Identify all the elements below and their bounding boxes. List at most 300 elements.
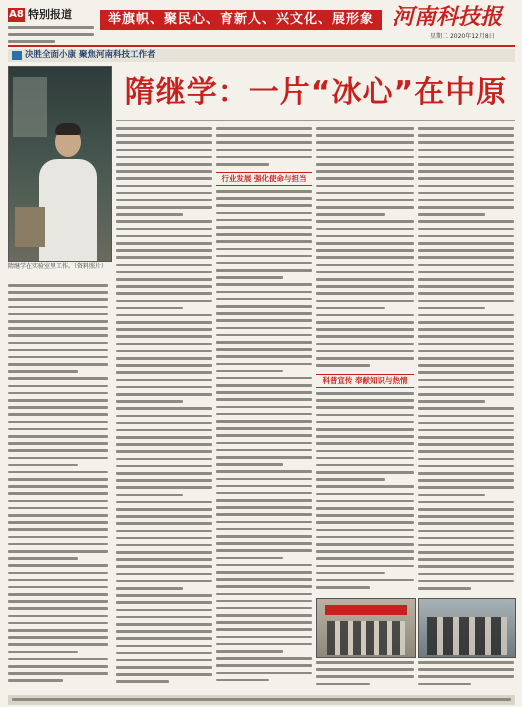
text-line — [316, 543, 414, 546]
text-line — [316, 199, 414, 202]
text-line — [116, 264, 212, 267]
text-line — [316, 357, 414, 360]
text-line — [116, 422, 212, 425]
text-line — [216, 578, 312, 581]
text-line — [216, 226, 312, 229]
text-line — [116, 134, 212, 137]
text-line — [418, 292, 514, 295]
text-line — [8, 33, 94, 36]
text-line — [418, 170, 514, 173]
text-line — [316, 500, 414, 503]
body-column-3-top — [316, 127, 414, 371]
text-line — [8, 607, 108, 610]
text-line — [8, 435, 108, 438]
text-line — [116, 192, 212, 195]
visit-photo — [418, 598, 516, 658]
text-line — [116, 436, 212, 439]
body-column-3 — [316, 392, 414, 593]
body-column-1 — [116, 127, 212, 688]
text-line — [216, 334, 312, 337]
portrait-caption: 隋继学在实验室里工作。（资料照片） — [8, 263, 108, 270]
text-line — [316, 285, 414, 288]
text-line — [116, 141, 212, 144]
text-line — [418, 228, 514, 231]
text-line — [418, 558, 514, 561]
text-line — [316, 536, 414, 539]
photo-equipment — [13, 77, 47, 137]
text-line — [216, 240, 312, 243]
text-line — [116, 206, 212, 209]
text-line — [316, 485, 414, 488]
text-line — [116, 537, 212, 540]
text-line — [418, 551, 514, 554]
text-line — [216, 492, 312, 495]
text-line — [216, 156, 312, 159]
text-line — [8, 672, 108, 675]
text-line — [216, 506, 312, 509]
text-line — [418, 415, 514, 418]
text-line — [418, 335, 514, 338]
text-line — [216, 305, 312, 308]
photo-body — [39, 159, 97, 261]
text-line — [8, 377, 108, 380]
text-line — [116, 594, 212, 597]
text-line — [216, 470, 312, 473]
text-line — [8, 342, 108, 345]
bio-text — [8, 284, 108, 687]
text-line — [418, 386, 514, 389]
text-line — [316, 242, 414, 245]
text-line — [116, 163, 212, 166]
text-line — [316, 264, 414, 267]
text-line — [418, 661, 514, 664]
text-line — [418, 199, 514, 202]
text-line — [418, 364, 514, 367]
text-line — [316, 572, 385, 575]
text-line — [8, 40, 55, 43]
text-line — [8, 399, 108, 402]
text-line — [418, 350, 514, 353]
text-line — [8, 572, 108, 575]
text-line — [418, 472, 514, 475]
text-line — [418, 458, 514, 461]
footer-text — [12, 698, 511, 705]
text-line — [8, 464, 78, 467]
text-line — [116, 645, 212, 648]
text-line — [8, 370, 78, 373]
text-line — [116, 565, 212, 568]
text-line — [216, 255, 312, 258]
text-line — [418, 206, 514, 209]
text-line — [116, 544, 212, 547]
text-line — [418, 436, 514, 439]
text-line — [116, 450, 212, 453]
text-line — [316, 141, 414, 144]
text-line — [216, 248, 312, 251]
text-line — [418, 300, 514, 303]
text-line — [216, 664, 312, 667]
text-line — [418, 515, 514, 518]
text-line — [316, 661, 414, 664]
text-line — [418, 508, 514, 511]
text-line — [418, 156, 514, 159]
text-line — [216, 549, 312, 552]
text-line — [216, 312, 312, 315]
date: 2020年12月8日 — [449, 33, 495, 40]
text-line — [216, 621, 312, 624]
text-line — [316, 134, 414, 137]
text-line — [216, 521, 312, 524]
text-line — [418, 256, 514, 259]
text-line — [116, 515, 212, 518]
text-line — [216, 585, 312, 588]
text-line — [116, 292, 212, 295]
text-line — [8, 636, 108, 639]
text-line — [316, 675, 414, 678]
text-line — [316, 457, 414, 460]
text-line — [116, 149, 212, 152]
text-line — [8, 679, 63, 682]
photo-red-banner — [325, 605, 407, 615]
text-line — [8, 500, 108, 503]
header-rule — [8, 45, 515, 47]
text-line — [116, 127, 212, 130]
text-line — [418, 357, 514, 360]
text-line — [8, 327, 108, 330]
text-line — [116, 256, 212, 259]
text-line — [116, 185, 212, 188]
portrait-photo — [8, 66, 112, 262]
text-line — [116, 400, 183, 403]
text-line — [216, 204, 312, 207]
text-line — [216, 636, 312, 639]
text-line — [316, 493, 414, 496]
page-number-badge: A8 — [9, 9, 24, 20]
text-line — [216, 434, 312, 437]
text-line — [316, 271, 414, 274]
text-line — [216, 607, 312, 610]
body-column-2-top — [216, 127, 312, 170]
text-line — [116, 458, 212, 461]
text-line — [116, 271, 212, 274]
text-line — [418, 314, 514, 317]
text-line — [316, 668, 414, 671]
text-line — [316, 127, 414, 130]
text-line — [8, 536, 108, 539]
text-line — [216, 650, 283, 653]
photo-object — [15, 207, 45, 247]
text-line — [316, 683, 370, 686]
text-line — [216, 485, 312, 488]
text-line — [216, 593, 312, 596]
text-line — [116, 494, 183, 497]
text-line — [316, 292, 414, 295]
text-line — [316, 565, 414, 568]
text-line — [116, 386, 212, 389]
text-line — [8, 413, 108, 416]
text-line — [418, 683, 471, 686]
text-line — [418, 530, 514, 533]
text-line — [216, 571, 312, 574]
text-line — [216, 427, 312, 430]
text-line — [418, 343, 514, 346]
text-line — [8, 622, 108, 625]
text-line — [316, 192, 414, 195]
text-line — [418, 127, 514, 130]
text-line — [316, 228, 414, 231]
text-line — [316, 149, 414, 152]
text-line — [116, 630, 212, 633]
text-line — [216, 219, 312, 222]
text-line — [8, 564, 108, 567]
text-line — [8, 485, 108, 488]
text-line — [316, 392, 414, 395]
text-line — [116, 587, 183, 590]
visit-photo-caption — [418, 661, 514, 690]
text-line — [216, 456, 312, 459]
text-line — [116, 300, 212, 303]
text-line — [418, 185, 514, 188]
section-name: 特别报道 — [28, 8, 72, 21]
text-line — [216, 420, 312, 423]
text-line — [116, 673, 212, 676]
text-line — [8, 291, 108, 294]
text-line — [116, 343, 212, 346]
text-line — [216, 327, 312, 330]
text-line — [418, 249, 514, 252]
text-line — [316, 256, 414, 259]
text-line — [418, 501, 514, 504]
text-line — [8, 406, 108, 409]
text-line — [116, 285, 212, 288]
text-line — [418, 192, 514, 195]
text-line — [216, 442, 312, 445]
text-line — [316, 185, 414, 188]
text-line — [8, 356, 108, 359]
text-line — [216, 600, 312, 603]
text-line — [116, 307, 183, 310]
text-line — [216, 643, 312, 646]
text-line — [418, 465, 514, 468]
text-line — [316, 406, 414, 409]
text-line — [216, 398, 312, 401]
text-line — [8, 392, 108, 395]
text-line — [216, 614, 312, 617]
text-line — [418, 141, 514, 144]
text-line — [316, 399, 414, 402]
text-line — [418, 580, 514, 583]
text-line — [216, 679, 269, 682]
photo-hair — [55, 123, 81, 135]
text-line — [116, 465, 212, 468]
text-line — [116, 328, 212, 331]
text-line — [116, 551, 212, 554]
text-line — [8, 550, 108, 553]
text-line — [216, 276, 283, 279]
text-line — [8, 320, 108, 323]
text-line — [8, 442, 108, 445]
text-line — [216, 370, 283, 373]
text-line — [316, 300, 414, 303]
text-line — [418, 379, 514, 382]
text-line — [8, 528, 108, 531]
text-line — [216, 269, 312, 272]
text-line — [216, 406, 312, 409]
text-line — [8, 26, 94, 29]
subhead-outreach: 科普宣传 奉献知识与热情 — [316, 374, 414, 388]
text-line — [8, 428, 108, 431]
text-line — [316, 156, 414, 159]
text-line — [216, 657, 312, 660]
text-line — [116, 508, 212, 511]
text-line — [418, 264, 514, 267]
text-line — [418, 177, 514, 180]
text-line — [116, 407, 212, 410]
text-line — [216, 319, 312, 322]
text-line — [116, 249, 212, 252]
text-line — [418, 400, 485, 403]
text-line — [116, 170, 212, 173]
text-line — [8, 306, 108, 309]
text-line — [8, 586, 108, 589]
text-line — [418, 163, 514, 166]
text-line — [418, 422, 514, 425]
slogan-banner: 举旗帜、聚民心、育新人、兴文化、展形象 — [100, 10, 382, 30]
text-line — [418, 271, 514, 274]
text-line — [216, 348, 312, 351]
text-line — [116, 321, 212, 324]
text-line — [418, 242, 514, 245]
text-line — [316, 335, 414, 338]
text-line — [116, 220, 212, 223]
text-line — [216, 262, 312, 265]
text-line — [116, 609, 212, 612]
text-line — [316, 421, 414, 424]
text-line — [216, 564, 312, 567]
text-line — [316, 471, 414, 474]
text-line — [418, 285, 514, 288]
text-line — [116, 156, 212, 159]
text-line — [418, 213, 485, 216]
text-line — [216, 141, 312, 144]
text-line — [418, 675, 514, 678]
text-line — [8, 665, 108, 668]
text-line — [216, 413, 312, 416]
text-line — [216, 212, 312, 215]
text-line — [418, 371, 514, 374]
text-line — [8, 492, 108, 495]
text-line — [8, 421, 108, 424]
text-line — [116, 652, 212, 655]
text-line — [216, 163, 269, 166]
text-line — [8, 543, 108, 546]
text-line — [116, 486, 212, 489]
text-line — [418, 149, 514, 152]
text-line — [116, 659, 212, 662]
text-line — [8, 313, 108, 316]
text-line — [216, 363, 312, 366]
masthead: 河南科技报 — [392, 4, 503, 30]
text-line — [216, 672, 312, 675]
text-line — [116, 335, 212, 338]
text-line — [8, 298, 108, 301]
text-line — [116, 415, 212, 418]
text-line — [116, 213, 183, 216]
text-line — [8, 457, 108, 460]
text-line — [316, 521, 414, 524]
text-line — [216, 499, 312, 502]
text-line — [216, 190, 312, 193]
text-line — [116, 680, 169, 683]
text-line — [316, 450, 414, 453]
text-line — [116, 242, 212, 245]
training-photo — [316, 598, 416, 658]
text-line — [216, 513, 312, 516]
article-headline: 隋继学：一片“冰心”在中原 — [124, 75, 508, 110]
text-line — [216, 557, 283, 560]
text-line — [216, 449, 312, 452]
text-line — [316, 163, 414, 166]
text-line — [116, 199, 212, 202]
text-line — [8, 593, 108, 596]
text-line — [216, 233, 312, 236]
text-line — [116, 350, 212, 353]
weekday: 星期二 — [430, 33, 449, 40]
text-line — [116, 479, 212, 482]
text-line — [316, 220, 414, 223]
series-label: 决胜全面小康 聚焦河南科技工作者 — [25, 50, 156, 60]
text-line — [418, 429, 514, 432]
text-line — [216, 149, 312, 152]
text-line — [216, 341, 312, 344]
dateline — [430, 33, 495, 41]
text-line — [8, 521, 108, 524]
photo-people — [427, 617, 507, 655]
text-line — [8, 478, 108, 481]
text-line — [316, 428, 414, 431]
text-line — [116, 616, 212, 619]
text-line — [316, 328, 414, 331]
text-line — [8, 363, 108, 366]
text-line — [8, 334, 108, 337]
text-line — [216, 127, 312, 130]
photo-people — [327, 621, 405, 655]
text-line — [316, 464, 414, 467]
text-line — [116, 522, 212, 525]
text-line — [418, 522, 514, 525]
text-line — [418, 443, 514, 446]
text-line — [418, 544, 514, 547]
body-column-4 — [418, 127, 514, 594]
text-line — [216, 355, 312, 358]
text-line — [316, 249, 414, 252]
text-line — [116, 278, 212, 281]
text-line — [116, 228, 212, 231]
text-line — [316, 442, 414, 445]
text-line — [316, 414, 414, 417]
subhead-industry: 行业发展 强化使命与担当 — [216, 172, 312, 186]
text-line — [418, 134, 514, 137]
text-line — [8, 615, 108, 618]
text-line — [316, 364, 370, 367]
text-line — [418, 450, 514, 453]
text-line — [116, 580, 212, 583]
text-line — [8, 600, 108, 603]
text-line — [216, 197, 312, 200]
text-line — [8, 514, 108, 517]
text-line — [8, 643, 108, 646]
text-line — [116, 501, 212, 504]
